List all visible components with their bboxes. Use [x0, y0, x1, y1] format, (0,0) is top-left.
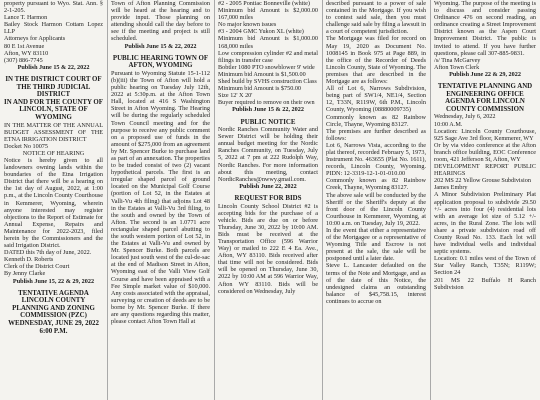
- notice-paragraph: The premises are further described as follows:: [326, 127, 426, 142]
- notice-paragraph: Kenneth D. Roberts: [4, 256, 54, 264]
- notice-paragraph: #2 - 2005 Pontiac Bonneville (white): [218, 0, 310, 7]
- notice-paragraph: (307) 886-7745: [4, 56, 43, 64]
- notice-paragraph: Wednesday, July 6, 2022: [434, 113, 496, 121]
- publish-dates-line: Publish June 22, 2022: [239, 182, 297, 190]
- notice-paragraph: Attorneys for Applicants: [4, 35, 66, 43]
- notice-paragraph: Low compression cylinder #2 and metal filings in transfer case: [218, 49, 318, 64]
- notice-heading: PUBLIC NOTICE: [240, 118, 296, 126]
- notice-paragraph: Clerk of the District Court: [4, 263, 70, 271]
- notice-paragraph: Minimum bid Amount is $2,000.00 167,000 miles: [218, 7, 318, 22]
- notice-paragraph: Lance T. Harmon: [4, 14, 48, 22]
- notice-paragraph: Location: 0.1 miles west of the Town of Star Valley Ranch, T35N; R119W; Section 24: [434, 255, 536, 277]
- notice-paragraph: Pursuant to Wyoming Statute 15-1-112 (b)(iii) the Town of Afton will hold a public hearing on Tuesday July 12th, 2022 at 5:30p.m. at the Afton Town Hall, located at 416 S Washington Street in Afton Wyoming. The Hearing will be during the regularly scheduled Town Council meeting and for the purpose to receive any public comment on a proposed use of funds in the amount of $275,000 from an agreement by Mr. Spencer Burke to purchase land as part of an annexation. The properties to be traded consist of two (2) vacant hypothetical parcels. The first is an irregular shaped parcel of ground located on the Municipal Golf Course (portion of Lot 52, in the Estates at Valli-Vu 4th filing) that adjoins Lot 48 in the Estates at Valli-Vu 3rd filing, to the south and owned by the Town of Afton. The second is an 1.0771 acre rectangular shaped parcel abutting to the south western portion of Lot 52, in the Estates at Valli-Vu and owned by Mr. Spencer Burke. Both parcels are located just south west of the cul-de-sac at the end of Madison Street in Afton, Wyoming east of the Valli View Golf Course and have been appraised with a Fee Simple market value of $10,000. Any costs associated with the appraisal, surveying or creation of deeds are to be borne by Mr. Spencer Burke. If there are any questions regarding this matter, please contact Afton Town Hall at: [111, 69, 210, 326]
- notice-paragraph: Nordic Ranches Community Water and Sewer District will be holding their annual budget meeting for the Nordic Ranches Community, on Tuesday, July 5, 2022 at 7 pm at 222 Rudolph Way, Nordic Ranches. For more information about this meeting, contact NordicRanches@nwwy.gmail.com.: [218, 126, 318, 183]
- notice-paragraph: Shed build by SVHS construction Class: [218, 78, 317, 86]
- notice-paragraph: In the event that either a representative of the Mortgagee or a representative of Wyoming Title and Escrow is not present at the sale, the sale will be postponed until a later date.: [326, 227, 426, 263]
- notice-paragraph: Commonly known as 82 Rainbow Circle, Thayne, Wyoming 83127.: [326, 113, 426, 128]
- notice-paragraph: DEVELOPMENT REPORT PUBLIC HEARINGS: [434, 163, 536, 178]
- notice-paragraph: By Jenny Clarke: [4, 270, 46, 278]
- notice-paragraph: /s/ Tina McGarvey: [434, 56, 481, 64]
- column-divider: [214, 0, 215, 400]
- notice-paragraph: property pursuant to Wyo. Stat. Ann. § 2-1-205.: [4, 0, 103, 15]
- notice-heading: IN THE DISTRICT COURT OF THE THIRD JUDICIAL DISTRICT: [5, 75, 102, 99]
- column-1: [4, 0, 103, 400]
- notice-paragraph: All of Lot 6, Narrows Subdivision, being part of SW1/4, NE1/4, Section 12, T33N, R119W, 6th P.M., Lincoln County, Wyoming (08880009735): [326, 85, 426, 114]
- notice-paragraph: 80 E 1st Avenue: [4, 42, 45, 50]
- notice-paragraph: No major known issues: [218, 21, 277, 29]
- notice-paragraph: #3 - 2004 GMC Yukon XL (white): [218, 28, 304, 36]
- column-4: [326, 0, 426, 400]
- notice-heading: TENTATIVE PLANNING AND ENGINEERING OFFICE AGENDA FOR LINCOLN COUNTY COMMISSION: [437, 83, 533, 113]
- notice-heading: TENTATIVE AGENDA LINCOLN COUNTY PLANNING AND ZONING COMMISSION (PZC) WEDNESDAY, JUNE 29, 2022 6:00 P.M.: [8, 289, 99, 335]
- notice-paragraph: IN THE MATTER OF THE ANNUAL BUDGET ASSESSMENT OF THE ETNA IRRIGATION DISTRICT: [4, 121, 103, 143]
- notice-paragraph: 201 MS 22 Buffalo H Ranch Subdivision: [434, 276, 536, 291]
- column-2: [111, 0, 210, 400]
- notice-paragraph: Location: Lincoln County Courthouse, 925 Sage Ave 3rd floor, Kemmerer, WY: [434, 127, 536, 142]
- notice-paragraph: Minimum bid Amount is $750.00: [218, 85, 302, 93]
- notice-paragraph: Or by via video conference at the Afton branch office building, EOC Conference room, 421 Jefferson St, Afton, WY: [434, 141, 536, 163]
- notice-paragraph: James Embry: [434, 184, 468, 192]
- publish-dates-line: Publish June 15 & 22, 2022: [124, 42, 197, 50]
- notice-paragraph: Notice is hereby given to all landowners owning lands within the boundaries of the Etna Irrigation District that there will be a hearing on the 1st day of August, 2022, at 1:00 p.m., at the Lincoln County Courthouse in Kemmerer, Wyoming, wherein anyone interested may register objections to the Report of Estimate for Annual Expense, Repairs and Maintenance for 2022-2023, filed herein by the Commissioners and the said Irrigation District.: [4, 156, 103, 250]
- notice-paragraph: The Mortgage was filed for record on May 19, 2020 as Document No. 1008145 in Book 975 at Page 889, in the office of the Recorder of Deeds Lincoln County, State of Wyoming. The premises that are described in the Mortgage are as follows:: [326, 35, 426, 86]
- notice-paragraph: Afton Town Clerk: [434, 63, 480, 71]
- notice-paragraph: Afton, WY 83110: [4, 49, 49, 57]
- notice-heading: PUBLIC HEARING TOWN OF AFTON, WYOMING: [112, 54, 209, 70]
- notice-paragraph: Wyoming. The purpose of the meeting is to discuss and consider passing Ordinance 476 on second reading, an ordinance creating a Street Improvement District known as the Aspen Court Improvement District. The public is invited to attend. If you have further questions, please call 307-885-9831.: [434, 0, 536, 57]
- notice-paragraph: Size 12' X 20': [218, 92, 253, 100]
- column-divider: [107, 0, 108, 400]
- column-5: [434, 0, 536, 400]
- notice-paragraph: Lincoln County School District #2 is accepting bids for the purchase of a vehicle. Bids are due on or before Thursday, June 30, 2022 by 10:00 AM. Bids must be received at the Transportation Office (596 Warrior Way) or mailed to 222 E 4 Ea. Ave., Afton, WY 83110. Bids received after that time will not be considered. Bids will be opened on Thursday, June 30, 2022 by 10:00 AM at 596 Warrior Way, Afton WY 83110. Bids will be considered on Wednesday, July: [218, 202, 318, 295]
- notice-paragraph: A Minor Subdivision Preliminary Plat application proposal to subdivide 29.50 +/- acres into four (4) residential lots with an average lot size of 5.12 +/- acres, in the Rural Zone. The lots will share a private subdivision road off County Road No. 133. Each lot will have individual wells and individual septic systems.: [434, 191, 536, 256]
- notice-paragraph: Docket No 10075: [4, 142, 48, 150]
- notice-heading: REQUEST FOR BIDS: [234, 194, 302, 202]
- notice-paragraph: Bobtler 1080 PTO snowblower 9' wide: [218, 63, 315, 71]
- publish-dates-line: Publish June 22 & 29, 2022: [449, 70, 521, 78]
- notice-paragraph: Steve L. Lancaster defaulted on the terms of the Note and Mortgage, and as of the date of this Notice, the undesigned claims an outstanding balance of $45,758.15, interest continues to accrue on: [326, 262, 426, 305]
- notice-paragraph: Bailey Stock Harmon Cottam Lopez LLP: [4, 21, 103, 36]
- notice-paragraph: DATED this 7th day of June, 2022.: [4, 249, 92, 257]
- notice-paragraph: The above sale will be conducted by the Sheriff or the Sheriff's deputy at the front door of the Lincoln County Courthouse in Kemmerer, Wyoming, at 10:00 a.m. on Tuesday, July 19, 2022.: [326, 191, 426, 227]
- notice-paragraph: Minimum bid Amount is $1,500.00: [218, 70, 306, 78]
- notice-subheading: NOTICE OF HEARING: [22, 149, 85, 157]
- column-3: [218, 0, 318, 400]
- notice-paragraph: 202 MS 22 Yellow Grouse Subdivision: [434, 177, 531, 185]
- column-divider: [322, 0, 323, 400]
- notice-paragraph: Minimum bid Amount is $1,000.00 168,000 miles: [218, 35, 318, 50]
- notice-paragraph: Lot 6, Narrows Vista, according to the plat thereof, recorded February 5, 1973, Instrument No. 463655 (Plat No. 1611), records, Lincoln County, Wyoming. PIDN: 12-3319-12-1-01-010.00: [326, 141, 426, 178]
- notice-paragraph: Commonly known as 82 Rainbow Creek, Thayne, Wyoming 83127.: [326, 177, 426, 192]
- publish-dates-line: Publish June 15 & 22, 2022: [17, 63, 90, 71]
- publish-dates-line: Publish June 15 & 22, 2022: [232, 106, 304, 114]
- notice-heading: IN AND FOR THE COUNTY OF LINCOLN, STATE OF WYOMING: [4, 98, 103, 121]
- notice-paragraph: 10:00 A.M.: [434, 120, 463, 128]
- notice-paragraph: Buyer required to remove on their own: [218, 99, 315, 107]
- column-divider: [430, 0, 431, 400]
- notice-paragraph: described pursuant to a power of sale contained in the Mortgage. If you wish to contest said sale, then you must challenge said sale by filing a lawsuit in a court of competent jurisdiction.: [326, 0, 426, 36]
- notice-paragraph: Town of Afton Planning Commission will be heard at the hearing and to provide input. Those planning on attending should call the day before to see if the meeting and project is still scheduled.: [111, 0, 210, 43]
- publish-dates-line: Publish June 15, 22 & 29, 2022: [12, 277, 95, 285]
